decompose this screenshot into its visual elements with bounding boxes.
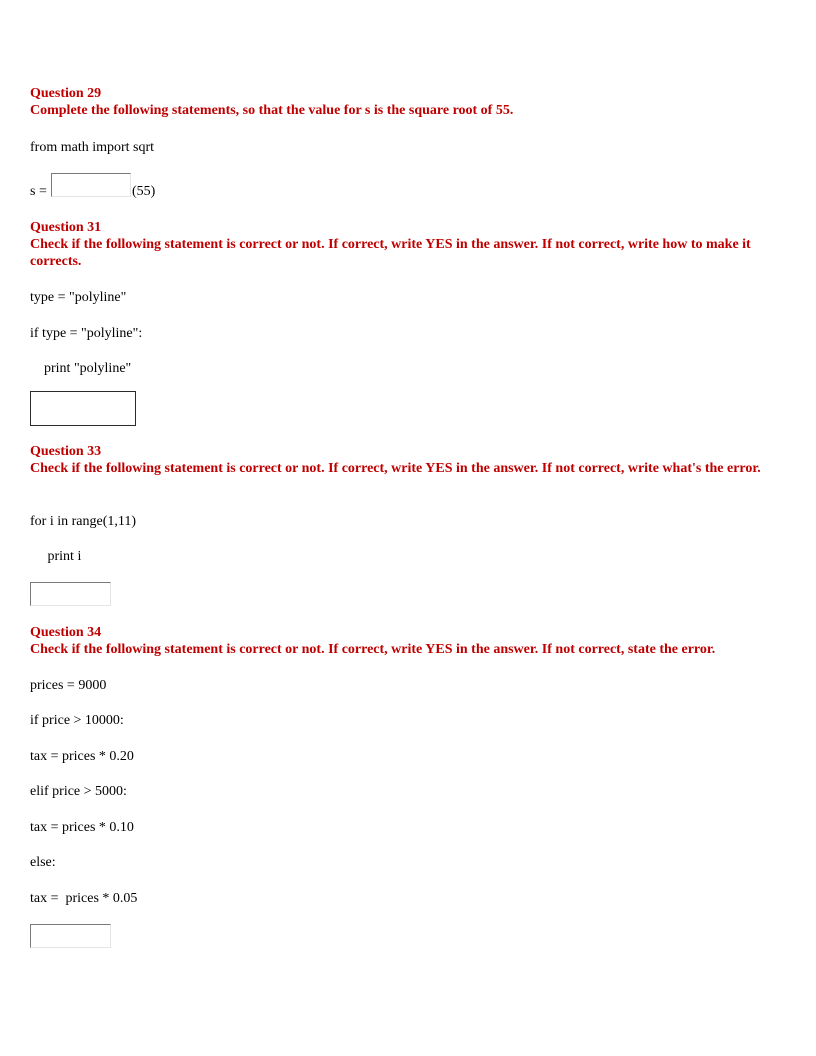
question-34-title: Question 34	[30, 625, 102, 640]
q29-code-line-1: from math import sqrt	[30, 140, 155, 155]
question-33-title: Question 33	[30, 444, 102, 459]
q29-answer-input[interactable]	[51, 173, 131, 197]
q34-code-line-2: if price > 10000:	[30, 713, 124, 728]
q34-answer-input[interactable]	[30, 924, 111, 948]
q34-code-line-1: prices = 9000	[30, 678, 107, 693]
q34-code-line-5: tax = prices * 0.10	[30, 820, 134, 835]
q34-code-line-7: tax = prices * 0.05	[30, 891, 138, 906]
q33-code-line-2: print i	[30, 549, 82, 564]
question-29-title: Question 29	[30, 86, 102, 101]
q33-code-line-1: for i in range(1,11)	[30, 514, 136, 529]
question-31-title: Question 31	[30, 220, 102, 235]
q31-answer-textarea[interactable]	[30, 391, 136, 426]
question-31-prompt: Check if the following statement is correct or not. If correct, write YES in the answer. If not correct, write how to make it corrects.	[30, 237, 751, 269]
question-33-prompt: Check if the following statement is correct or not. If correct, write YES in the answer. If not correct, write what's the error.	[30, 461, 761, 476]
q34-code-line-4: elif price > 5000:	[30, 784, 127, 799]
question-34-prompt: Check if the following statement is correct or not. If correct, write YES in the answer. If not correct, state the error.	[30, 642, 716, 657]
q29-assign-prefix: s =	[30, 184, 47, 199]
q29-assign-suffix: (55)	[132, 184, 156, 199]
q31-code-line-1: type = "polyline"	[30, 290, 127, 305]
q34-code-line-6: else:	[30, 855, 56, 870]
q34-code-line-3: tax = prices * 0.20	[30, 749, 134, 764]
q31-code-line-3: print "polyline"	[30, 361, 132, 376]
q33-answer-input[interactable]	[30, 582, 111, 606]
question-29-prompt: Complete the following statements, so that the value for s is the square root of 55.	[30, 103, 514, 118]
q31-code-line-2: if type = "polyline":	[30, 326, 143, 341]
